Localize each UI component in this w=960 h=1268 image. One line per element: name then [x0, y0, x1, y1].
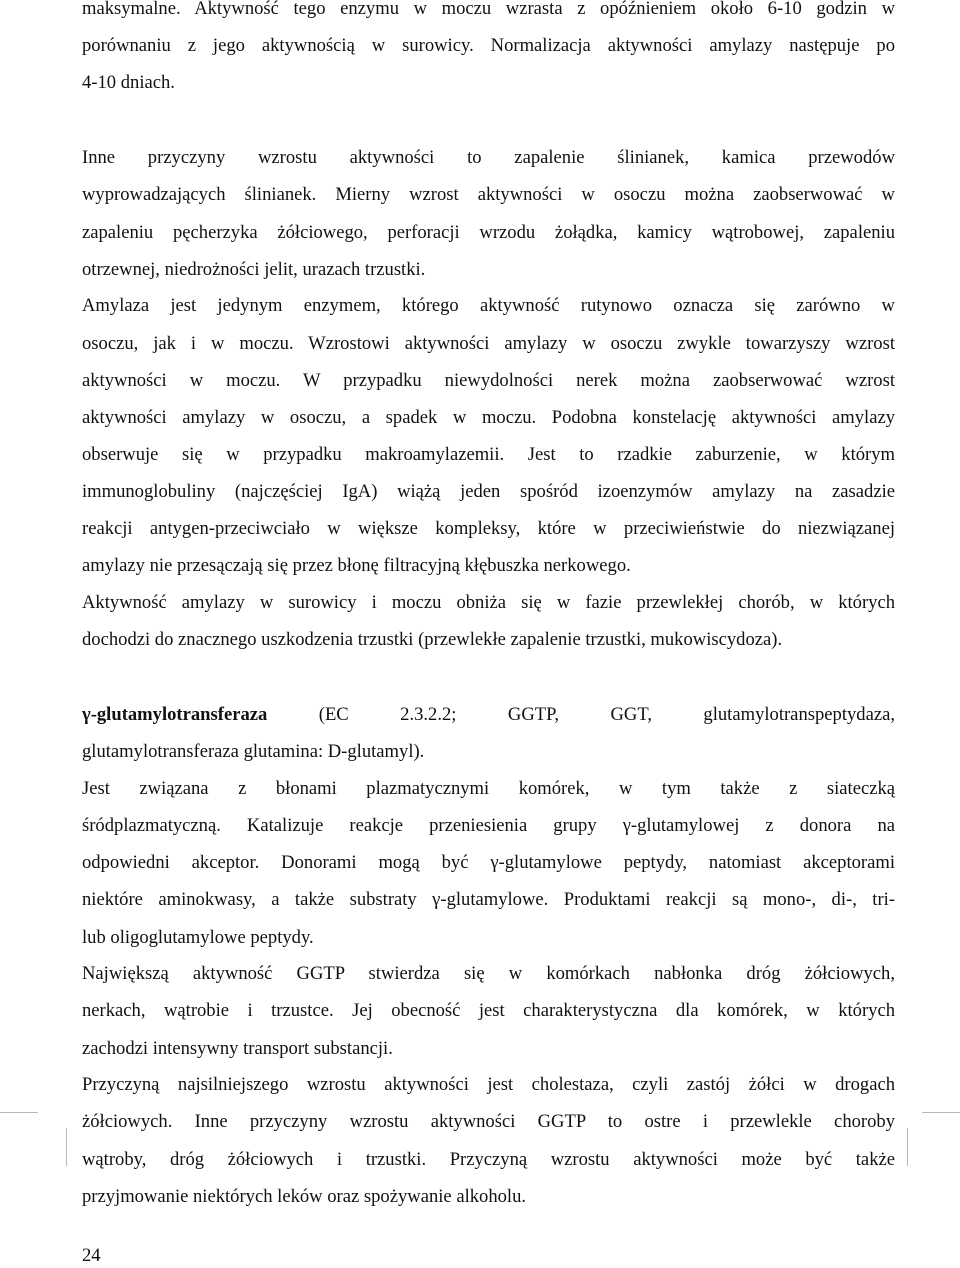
text-line: Jest związana z błonami plazmatycznymi komórek, w tym także z siateczką [82, 778, 895, 799]
page-number: 24 [82, 1245, 101, 1266]
text-line: porównaniu z jego aktywnością w surowicy. Normalizacja aktywności amylazy następuje po [82, 35, 895, 56]
text-line: aktywności amylazy w osoczu, a spadek w moczu. Podobna konstelację aktywności amylazy [82, 407, 895, 428]
left-margin-mark [0, 1112, 38, 1113]
text-line: lub oligoglutamylowe peptydy. [82, 927, 314, 948]
right-margin-mark [907, 1128, 908, 1166]
text-line: reakcji antygen-przeciwciało w większe kompleksy, które w przeciwieństwie do niezwiązanej [82, 518, 895, 539]
text-line: 4-10 dniach. [82, 72, 175, 93]
text-line: Największą aktywność GGTP stwierdza się w komórkach nabłonka dróg żółciowych, [82, 963, 895, 984]
text-line: przyjmowanie niektórych leków oraz spożywanie alkoholu. [82, 1186, 527, 1207]
text-line: aktywności w moczu. W przypadku niewydolności nerek można zaobserwować wzrost [82, 370, 895, 391]
section-heading [82, 703, 895, 727]
text-line: wyprowadzających ślinianek. Mierny wzrost aktywności w osoczu można zaobserwować w [82, 184, 895, 205]
text-line: Aktywność amylazy w surowicy i moczu obniża się w fazie przewlekłej chorób, w których [82, 592, 895, 613]
text-line: wątroby, dróg żółciowych i trzustki. Przyczyną wzrostu aktywności może być także [82, 1149, 895, 1170]
text-line: Amylaza jest jedynym enzymem, którego aktywność rutynowo oznacza się zarówno w [82, 295, 895, 316]
text-line: nerkach, wątrobie i trzustce. Jej obecność jest charakterystyczna dla komórek, w których [82, 1000, 895, 1021]
section-heading-line2: glutamylotransferaza glutamina: D-glutamyl). [82, 741, 425, 762]
text-line: Inne przyczyny wzrostu aktywności to zapalenie ślinianek, kamica przewodów [82, 147, 895, 168]
text-line: Przyczyną najsilniejszego wzrostu aktywności jest cholestaza, czyli zastój żółci w drogach [82, 1074, 895, 1095]
text-line: zapaleniu pęcherzyka żółciowego, perforacji wrzodu żołądka, kamicy wątrobowej, zapaleniu [82, 222, 895, 243]
left-margin-mark [66, 1128, 67, 1166]
text-line: odpowiedni akceptor. Donorami mogą być γ-glutamylowe peptydy, natomiast akceptorami [82, 852, 895, 873]
right-margin-mark [922, 1112, 960, 1113]
text-line: dochodzi do znacznego uszkodzenia trzustki (przewlekłe zapalenie trzustki, mukowiscydoza). [82, 629, 783, 650]
text-line: immunoglobuliny (najczęściej IgA) wiążą jeden spośród izoenzymów amylazy na zasadzie [82, 481, 895, 502]
text-line: amylazy nie przesączają się przez błonę filtracyjną kłębuszka nerkowego. [82, 555, 631, 576]
text-line: osoczu, jak i w moczu. Wzrostowi aktywności amylazy w osoczu zwykle towarzyszy wzrost [82, 333, 895, 354]
text-line: zachodzi intensywny transport substancji. [82, 1038, 393, 1059]
text-line: niektóre aminokwasy, a także substraty γ-glutamylowe. Produktami reakcji są mono-, di-, tri- [82, 889, 895, 910]
text-line: maksymalne. Aktywność tego enzymu w moczu wzrasta z opóźnieniem około 6-10 godzin w [82, 0, 895, 19]
section-heading-synonyms: (EC 2.3.2.2; GGTP, GGT, glutamylotranspeptydaza, [267, 704, 895, 725]
text-line: żółciowych. Inne przyczyny wzrostu aktywności GGTP to ostre i przewlekle choroby [82, 1111, 895, 1132]
text-line: obserwuje się w przypadku makroamylazemii. Jest to rzadkie zaburzenie, w którym [82, 444, 895, 465]
text-line: śródplazmatyczną. Katalizuje reakcje przeniesienia grupy γ-glutamylowej z donora na [82, 815, 895, 836]
section-heading-term: γ-glutamylotransferaza [82, 704, 268, 725]
text-line: otrzewnej, niedrożności jelit, urazach trzustki. [82, 259, 426, 280]
